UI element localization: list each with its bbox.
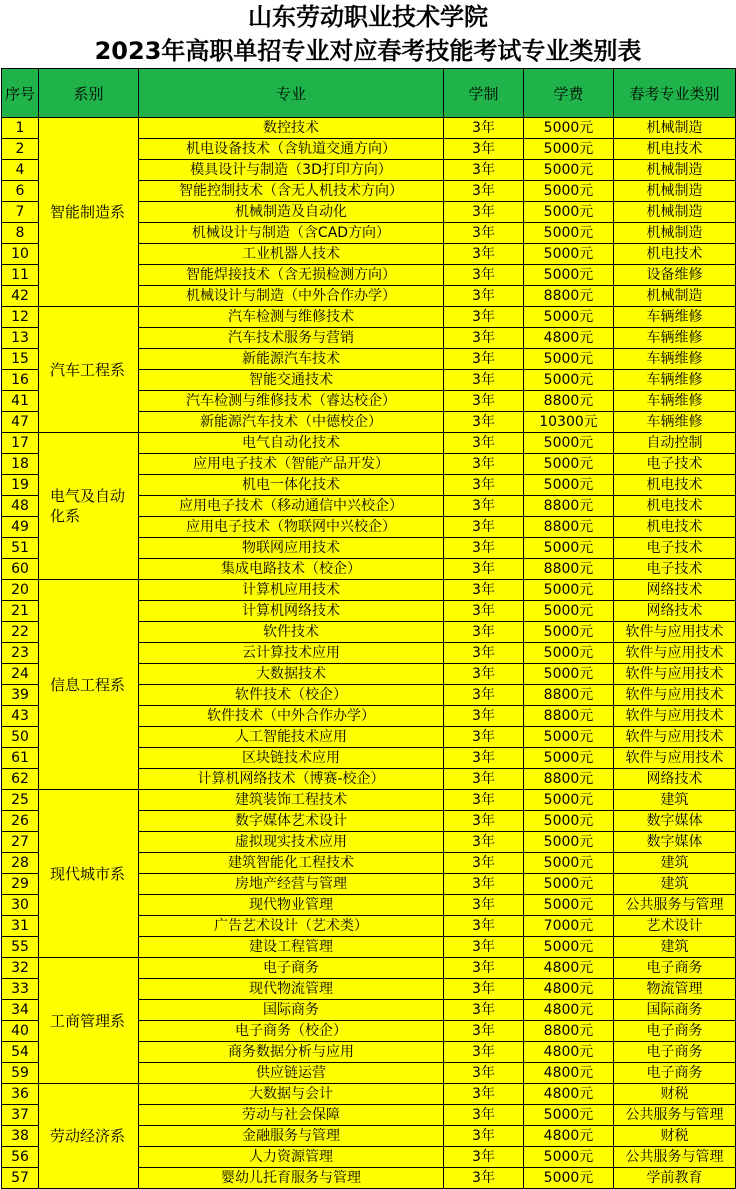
cell-exam-category: 机电技术 (614, 244, 736, 265)
cell-major: 汽车技术服务与营销 (139, 328, 444, 349)
cell-index: 21 (2, 601, 39, 622)
cell-index: 16 (2, 370, 39, 391)
cell-major: 计算机应用技术 (139, 580, 444, 601)
cell-index: 55 (2, 937, 39, 958)
cell-major: 建设工程管理 (139, 937, 444, 958)
cell-tuition: 4800元 (524, 958, 614, 979)
cell-tuition: 5000元 (524, 265, 614, 286)
cell-exam-category: 财税 (614, 1084, 736, 1105)
cell-index: 29 (2, 874, 39, 895)
cell-duration: 3年 (444, 1126, 524, 1147)
cell-index: 25 (2, 790, 39, 811)
cell-exam-category: 软件与应用技术 (614, 727, 736, 748)
cell-tuition: 5000元 (524, 139, 614, 160)
cell-duration: 3年 (444, 748, 524, 769)
cell-major: 人工智能技术应用 (139, 727, 444, 748)
cell-duration: 3年 (444, 1147, 524, 1168)
cell-index: 51 (2, 538, 39, 559)
cell-index: 32 (2, 958, 39, 979)
cell-major: 云计算技术应用 (139, 643, 444, 664)
cell-major: 计算机网络技术（博赛-校企） (139, 769, 444, 790)
cell-exam-category: 机械制造 (614, 160, 736, 181)
cell-tuition: 5000元 (524, 118, 614, 139)
cell-exam-category: 网络技术 (614, 601, 736, 622)
cell-major: 汽车检测与维修技术 (139, 307, 444, 328)
cell-exam-category: 网络技术 (614, 580, 736, 601)
cell-exam-category: 机械制造 (614, 286, 736, 307)
cell-major: 物联网应用技术 (139, 538, 444, 559)
cell-index: 57 (2, 1168, 39, 1189)
page-subtitle: 2023年高职单招专业对应春考技能考试专业类别表 (94, 37, 642, 65)
cell-major: 广告艺术设计（艺术类） (139, 916, 444, 937)
cell-exam-category: 国际商务 (614, 1000, 736, 1021)
cell-exam-category: 机械制造 (614, 181, 736, 202)
cell-index: 40 (2, 1021, 39, 1042)
cell-tuition: 4800元 (524, 1000, 614, 1021)
cell-major: 应用电子技术（物联网中兴校企） (139, 517, 444, 538)
cell-major: 婴幼儿托育服务与管理 (139, 1168, 444, 1189)
cell-index: 17 (2, 433, 39, 454)
cell-index: 30 (2, 895, 39, 916)
cell-duration: 3年 (444, 580, 524, 601)
cell-index: 23 (2, 643, 39, 664)
cell-tuition: 8800元 (524, 1021, 614, 1042)
cell-major: 集成电路技术（校企） (139, 559, 444, 580)
cell-department: 智能制造系 (39, 118, 139, 307)
cell-exam-category: 公共服务与管理 (614, 1105, 736, 1126)
cell-exam-category: 机电技术 (614, 496, 736, 517)
cell-index: 59 (2, 1063, 39, 1084)
cell-exam-category: 车辆维修 (614, 328, 736, 349)
cell-index: 43 (2, 706, 39, 727)
cell-index: 33 (2, 979, 39, 1000)
header-tuition: 学费 (524, 69, 614, 118)
cell-tuition: 8800元 (524, 706, 614, 727)
cell-index: 27 (2, 832, 39, 853)
cell-major: 区块链技术应用 (139, 748, 444, 769)
cell-tuition: 5000元 (524, 223, 614, 244)
cell-department: 汽车工程系 (39, 307, 139, 433)
cell-duration: 3年 (444, 895, 524, 916)
cell-exam-category: 车辆维修 (614, 391, 736, 412)
cell-index: 36 (2, 1084, 39, 1105)
cell-exam-category: 软件与应用技术 (614, 622, 736, 643)
cell-tuition: 5000元 (524, 727, 614, 748)
cell-duration: 3年 (444, 727, 524, 748)
cell-department: 现代城市系 (39, 790, 139, 958)
cell-duration: 3年 (444, 685, 524, 706)
cell-major: 模具设计与制造（3D打印方向） (139, 160, 444, 181)
cell-exam-category: 车辆维修 (614, 307, 736, 328)
cell-tuition: 5000元 (524, 832, 614, 853)
table-row (2, 958, 736, 979)
cell-index: 54 (2, 1042, 39, 1063)
cell-index: 2 (2, 139, 39, 160)
cell-major: 机械设计与制造（含CAD方向） (139, 223, 444, 244)
cell-index: 49 (2, 517, 39, 538)
cell-exam-category: 电子商务 (614, 958, 736, 979)
cell-exam-category: 软件与应用技术 (614, 685, 736, 706)
cell-tuition: 5000元 (524, 811, 614, 832)
cell-duration: 3年 (444, 307, 524, 328)
cell-major: 国际商务 (139, 1000, 444, 1021)
cell-major: 汽车检测与维修技术（睿达校企） (139, 391, 444, 412)
cell-tuition: 5000元 (524, 538, 614, 559)
header-duration: 学制 (444, 69, 524, 118)
cell-tuition: 5000元 (524, 874, 614, 895)
cell-tuition: 5000元 (524, 349, 614, 370)
cell-tuition: 5000元 (524, 370, 614, 391)
table-header-row (2, 69, 736, 118)
cell-index: 22 (2, 622, 39, 643)
cell-major: 电子商务 (139, 958, 444, 979)
cell-index: 42 (2, 286, 39, 307)
cell-tuition: 4800元 (524, 979, 614, 1000)
cell-major: 电子商务（校企） (139, 1021, 444, 1042)
cell-duration: 3年 (444, 349, 524, 370)
cell-duration: 3年 (444, 874, 524, 895)
cell-index: 11 (2, 265, 39, 286)
cell-tuition: 5000元 (524, 307, 614, 328)
cell-duration: 3年 (444, 958, 524, 979)
cell-exam-category: 建筑 (614, 937, 736, 958)
cell-tuition: 5000元 (524, 601, 614, 622)
table-row (2, 118, 736, 139)
cell-duration: 3年 (444, 538, 524, 559)
cell-tuition: 5000元 (524, 1105, 614, 1126)
cell-duration: 3年 (444, 559, 524, 580)
cell-duration: 3年 (444, 664, 524, 685)
cell-index: 19 (2, 475, 39, 496)
cell-major: 机电一体化技术 (139, 475, 444, 496)
cell-tuition: 8800元 (524, 685, 614, 706)
cell-tuition: 5000元 (524, 202, 614, 223)
header-major: 专业 (139, 69, 444, 118)
cell-exam-category: 建筑 (614, 853, 736, 874)
cell-duration: 3年 (444, 118, 524, 139)
cell-major: 数控技术 (139, 118, 444, 139)
cell-tuition: 5000元 (524, 790, 614, 811)
cell-major: 新能源汽车技术 (139, 349, 444, 370)
cell-tuition: 5000元 (524, 454, 614, 475)
cell-tuition: 5000元 (524, 181, 614, 202)
cell-exam-category: 电子商务 (614, 1042, 736, 1063)
cell-major: 应用电子技术（智能产品开发） (139, 454, 444, 475)
header-index: 序号 (2, 69, 39, 118)
cell-exam-category: 软件与应用技术 (614, 748, 736, 769)
cell-major: 智能交通技术 (139, 370, 444, 391)
cell-tuition: 5000元 (524, 853, 614, 874)
cell-department: 电气及自动化系 (39, 433, 139, 580)
cell-exam-category: 电子技术 (614, 538, 736, 559)
cell-exam-category: 公共服务与管理 (614, 895, 736, 916)
cell-duration: 3年 (444, 622, 524, 643)
cell-index: 8 (2, 223, 39, 244)
cell-exam-category: 数字媒体 (614, 811, 736, 832)
cell-tuition: 4800元 (524, 1084, 614, 1105)
cell-exam-category: 公共服务与管理 (614, 1147, 736, 1168)
cell-major: 现代物流管理 (139, 979, 444, 1000)
cell-exam-category: 物流管理 (614, 979, 736, 1000)
cell-duration: 3年 (444, 916, 524, 937)
cell-tuition: 8800元 (524, 286, 614, 307)
cell-major: 计算机网络技术 (139, 601, 444, 622)
cell-major: 人力资源管理 (139, 1147, 444, 1168)
cell-tuition: 8800元 (524, 517, 614, 538)
cell-duration: 3年 (444, 1042, 524, 1063)
cell-index: 41 (2, 391, 39, 412)
cell-tuition: 5000元 (524, 433, 614, 454)
cell-duration: 3年 (444, 202, 524, 223)
cell-duration: 3年 (444, 643, 524, 664)
cell-index: 31 (2, 916, 39, 937)
cell-duration: 3年 (444, 853, 524, 874)
cell-exam-category: 艺术设计 (614, 916, 736, 937)
cell-duration: 3年 (444, 412, 524, 433)
cell-index: 18 (2, 454, 39, 475)
cell-major: 机械设计与制造（中外合作办学） (139, 286, 444, 307)
cell-index: 60 (2, 559, 39, 580)
cell-index: 1 (2, 118, 39, 139)
cell-major: 虚拟现实技术应用 (139, 832, 444, 853)
majors-table (1, 68, 736, 1189)
cell-major: 智能焊接技术（含无损检测方向） (139, 265, 444, 286)
cell-exam-category: 机械制造 (614, 223, 736, 244)
cell-index: 39 (2, 685, 39, 706)
cell-major: 现代物业管理 (139, 895, 444, 916)
cell-major: 软件技术（校企） (139, 685, 444, 706)
table-row (2, 790, 736, 811)
cell-exam-category: 车辆维修 (614, 412, 736, 433)
cell-major: 供应链运营 (139, 1063, 444, 1084)
cell-duration: 3年 (444, 160, 524, 181)
cell-index: 6 (2, 181, 39, 202)
cell-major: 建筑智能化工程技术 (139, 853, 444, 874)
cell-index: 15 (2, 349, 39, 370)
table-row (2, 580, 736, 601)
cell-major: 建筑装饰工程技术 (139, 790, 444, 811)
cell-tuition: 7000元 (524, 916, 614, 937)
cell-duration: 3年 (444, 1168, 524, 1189)
cell-tuition: 5000元 (524, 622, 614, 643)
cell-major: 商务数据分析与应用 (139, 1042, 444, 1063)
cell-duration: 3年 (444, 1084, 524, 1105)
cell-tuition: 4800元 (524, 1063, 614, 1084)
cell-exam-category: 电子商务 (614, 1021, 736, 1042)
cell-major: 劳动与社会保障 (139, 1105, 444, 1126)
cell-tuition: 5000元 (524, 643, 614, 664)
cell-index: 61 (2, 748, 39, 769)
cell-exam-category: 机电技术 (614, 475, 736, 496)
header-exam-category: 春考专业类别 (614, 69, 736, 118)
cell-index: 4 (2, 160, 39, 181)
cell-major: 金融服务与管理 (139, 1126, 444, 1147)
cell-index: 20 (2, 580, 39, 601)
cell-index: 37 (2, 1105, 39, 1126)
cell-tuition: 5000元 (524, 160, 614, 181)
page-title: 山东劳动职业技术学院 (248, 3, 488, 31)
cell-tuition: 5000元 (524, 895, 614, 916)
cell-tuition: 4800元 (524, 1042, 614, 1063)
cell-tuition: 10300元 (524, 412, 614, 433)
cell-exam-category: 电子技术 (614, 454, 736, 475)
table-row (2, 1084, 736, 1105)
cell-exam-category: 车辆维修 (614, 349, 736, 370)
cell-tuition: 5000元 (524, 1168, 614, 1189)
cell-duration: 3年 (444, 769, 524, 790)
cell-duration: 3年 (444, 706, 524, 727)
cell-tuition: 8800元 (524, 769, 614, 790)
cell-duration: 3年 (444, 517, 524, 538)
cell-duration: 3年 (444, 1063, 524, 1084)
cell-exam-category: 财税 (614, 1126, 736, 1147)
cell-tuition: 5000元 (524, 580, 614, 601)
cell-exam-category: 软件与应用技术 (614, 643, 736, 664)
cell-exam-category: 电子技术 (614, 559, 736, 580)
cell-index: 7 (2, 202, 39, 223)
cell-duration: 3年 (444, 496, 524, 517)
cell-duration: 3年 (444, 265, 524, 286)
cell-tuition: 8800元 (524, 496, 614, 517)
cell-duration: 3年 (444, 391, 524, 412)
cell-tuition: 4800元 (524, 1126, 614, 1147)
cell-duration: 3年 (444, 475, 524, 496)
cell-major: 应用电子技术（移动通信中兴校企） (139, 496, 444, 517)
cell-duration: 3年 (444, 244, 524, 265)
cell-major: 智能控制技术（含无人机技术方向） (139, 181, 444, 202)
cell-department: 劳动经济系 (39, 1084, 139, 1189)
table-body (2, 118, 736, 1189)
cell-duration: 3年 (444, 223, 524, 244)
cell-major: 软件技术 (139, 622, 444, 643)
cell-index: 47 (2, 412, 39, 433)
cell-tuition: 5000元 (524, 664, 614, 685)
cell-exam-category: 车辆维修 (614, 370, 736, 391)
cell-major: 数字媒体艺术设计 (139, 811, 444, 832)
cell-duration: 3年 (444, 811, 524, 832)
cell-duration: 3年 (444, 1021, 524, 1042)
cell-duration: 3年 (444, 370, 524, 391)
cell-index: 50 (2, 727, 39, 748)
cell-exam-category: 建筑 (614, 790, 736, 811)
cell-exam-category: 数字媒体 (614, 832, 736, 853)
cell-exam-category: 机电技术 (614, 139, 736, 160)
cell-exam-category: 自动控制 (614, 433, 736, 454)
cell-tuition: 5000元 (524, 1147, 614, 1168)
cell-exam-category: 学前教育 (614, 1168, 736, 1189)
cell-index: 26 (2, 811, 39, 832)
cell-tuition: 5000元 (524, 475, 614, 496)
cell-exam-category: 软件与应用技术 (614, 664, 736, 685)
cell-index: 56 (2, 1147, 39, 1168)
cell-tuition: 4800元 (524, 328, 614, 349)
cell-duration: 3年 (444, 937, 524, 958)
cell-tuition: 5000元 (524, 244, 614, 265)
cell-duration: 3年 (444, 454, 524, 475)
cell-exam-category: 建筑 (614, 874, 736, 895)
cell-duration: 3年 (444, 328, 524, 349)
cell-tuition: 8800元 (524, 391, 614, 412)
cell-exam-category: 软件与应用技术 (614, 706, 736, 727)
cell-index: 48 (2, 496, 39, 517)
cell-department: 信息工程系 (39, 580, 139, 790)
cell-duration: 3年 (444, 1000, 524, 1021)
cell-exam-category: 电子商务 (614, 1063, 736, 1084)
cell-index: 62 (2, 769, 39, 790)
cell-index: 38 (2, 1126, 39, 1147)
cell-duration: 3年 (444, 433, 524, 454)
cell-duration: 3年 (444, 181, 524, 202)
cell-index: 12 (2, 307, 39, 328)
cell-duration: 3年 (444, 832, 524, 853)
cell-major: 房地产经营与管理 (139, 874, 444, 895)
cell-tuition: 5000元 (524, 937, 614, 958)
cell-exam-category: 机械制造 (614, 118, 736, 139)
cell-major: 新能源汽车技术（中德校企） (139, 412, 444, 433)
cell-tuition: 5000元 (524, 748, 614, 769)
cell-major: 机械制造及自动化 (139, 202, 444, 223)
header-department: 系别 (39, 69, 139, 118)
cell-index: 13 (2, 328, 39, 349)
cell-index: 34 (2, 1000, 39, 1021)
cell-index: 28 (2, 853, 39, 874)
cell-exam-category: 机械制造 (614, 202, 736, 223)
table-row (2, 307, 736, 328)
cell-exam-category: 设备维修 (614, 265, 736, 286)
cell-major: 大数据技术 (139, 664, 444, 685)
cell-duration: 3年 (444, 286, 524, 307)
cell-duration: 3年 (444, 979, 524, 1000)
cell-major: 大数据与会计 (139, 1084, 444, 1105)
cell-department: 工商管理系 (39, 958, 139, 1084)
cell-major: 软件技术（中外合作办学） (139, 706, 444, 727)
cell-major: 电气自动化技术 (139, 433, 444, 454)
cell-index: 10 (2, 244, 39, 265)
cell-major: 工业机器人技术 (139, 244, 444, 265)
cell-index: 24 (2, 664, 39, 685)
cell-duration: 3年 (444, 790, 524, 811)
cell-tuition: 8800元 (524, 559, 614, 580)
cell-exam-category: 机电技术 (614, 517, 736, 538)
cell-duration: 3年 (444, 139, 524, 160)
cell-duration: 3年 (444, 601, 524, 622)
cell-exam-category: 网络技术 (614, 769, 736, 790)
table-row (2, 433, 736, 454)
cell-duration: 3年 (444, 1105, 524, 1126)
cell-major: 机电设备技术（含轨道交通方向） (139, 139, 444, 160)
